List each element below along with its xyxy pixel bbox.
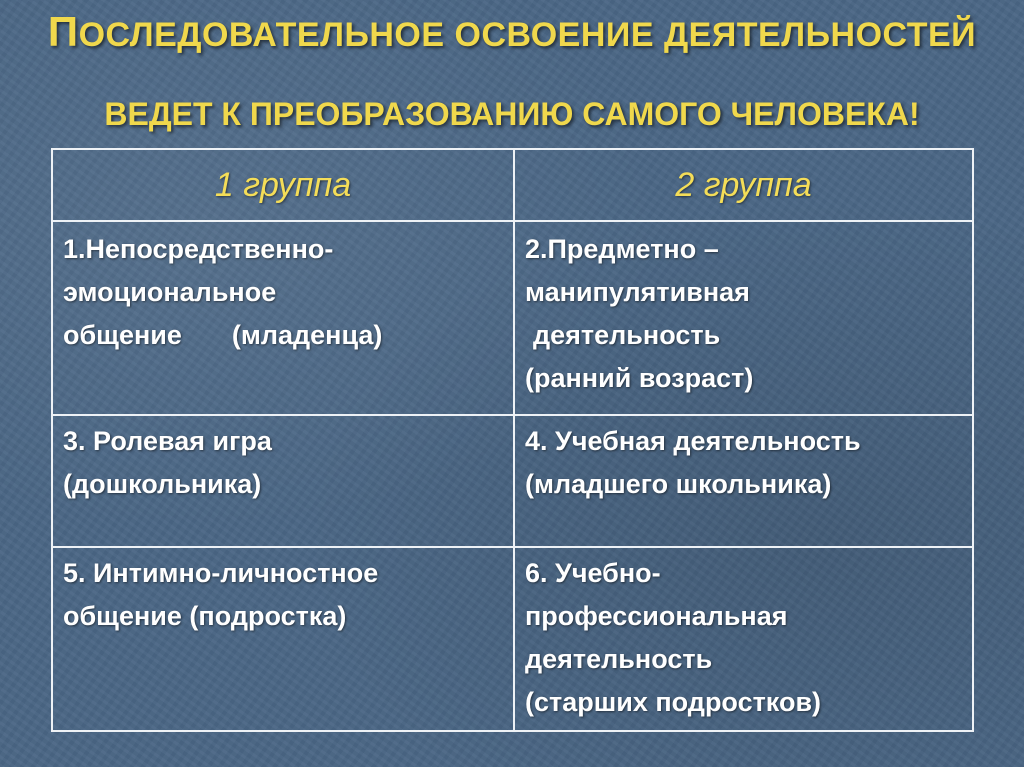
stage-1-line: эмоциональное bbox=[63, 277, 277, 307]
stages-table bbox=[51, 148, 974, 732]
stage-5-line: общение (подростка) bbox=[63, 601, 347, 631]
stage-4-line: 4. Учебная деятельность bbox=[525, 426, 861, 456]
title-first-letter: П bbox=[47, 8, 79, 55]
stage-1-cell bbox=[52, 221, 514, 415]
stage-4-cell bbox=[514, 415, 973, 547]
slide-title bbox=[0, 8, 1024, 56]
table-row bbox=[52, 547, 973, 731]
stage-1-line bbox=[63, 314, 503, 357]
stage-5-cell bbox=[52, 547, 514, 731]
stage-6-line: деятельность bbox=[525, 644, 713, 674]
header-row bbox=[52, 149, 973, 221]
stage-6-cell bbox=[514, 547, 973, 731]
stage-2-line: 2.Предметно – bbox=[525, 234, 719, 264]
stage-6-line: (старших подростков) bbox=[525, 687, 822, 717]
table-row bbox=[52, 415, 973, 547]
stage-1-line: 1.Непосредственно- bbox=[63, 234, 334, 264]
stage-1-word: общение bbox=[63, 320, 182, 350]
group-1-header: 1 группа bbox=[52, 149, 514, 221]
stage-2-cell bbox=[514, 221, 973, 415]
title-rest: ОСЛЕДОВАТЕЛЬНОЕ ОСВОЕНИЕ ДЕЯТЕЛЬНОСТЕЙ bbox=[78, 16, 977, 54]
stage-4-line: (младшего школьника) bbox=[525, 469, 832, 499]
stage-6-line: профессиональная bbox=[525, 601, 788, 631]
slide-subtitle: ВЕДЕТ К ПРЕОБРАЗОВАНИЮ САМОГО ЧЕЛОВЕКА! bbox=[104, 96, 920, 132]
stage-2-line: (ранний возраст) bbox=[525, 363, 754, 393]
stage-2-line: манипулятивная bbox=[525, 277, 750, 307]
stage-3-line: (дошкольника) bbox=[63, 469, 262, 499]
stage-3-cell bbox=[52, 415, 514, 547]
stage-3-line: 3. Ролевая игра bbox=[63, 426, 272, 456]
stage-2-line: деятельность bbox=[533, 320, 721, 350]
group-2-header: 2 группа bbox=[514, 149, 973, 221]
stage-6-line: 6. Учебно- bbox=[525, 558, 661, 588]
stage-1-age: (младенца) bbox=[231, 320, 383, 350]
stage-5-line: 5. Интимно-личностное bbox=[63, 558, 379, 588]
table-row bbox=[52, 221, 973, 415]
